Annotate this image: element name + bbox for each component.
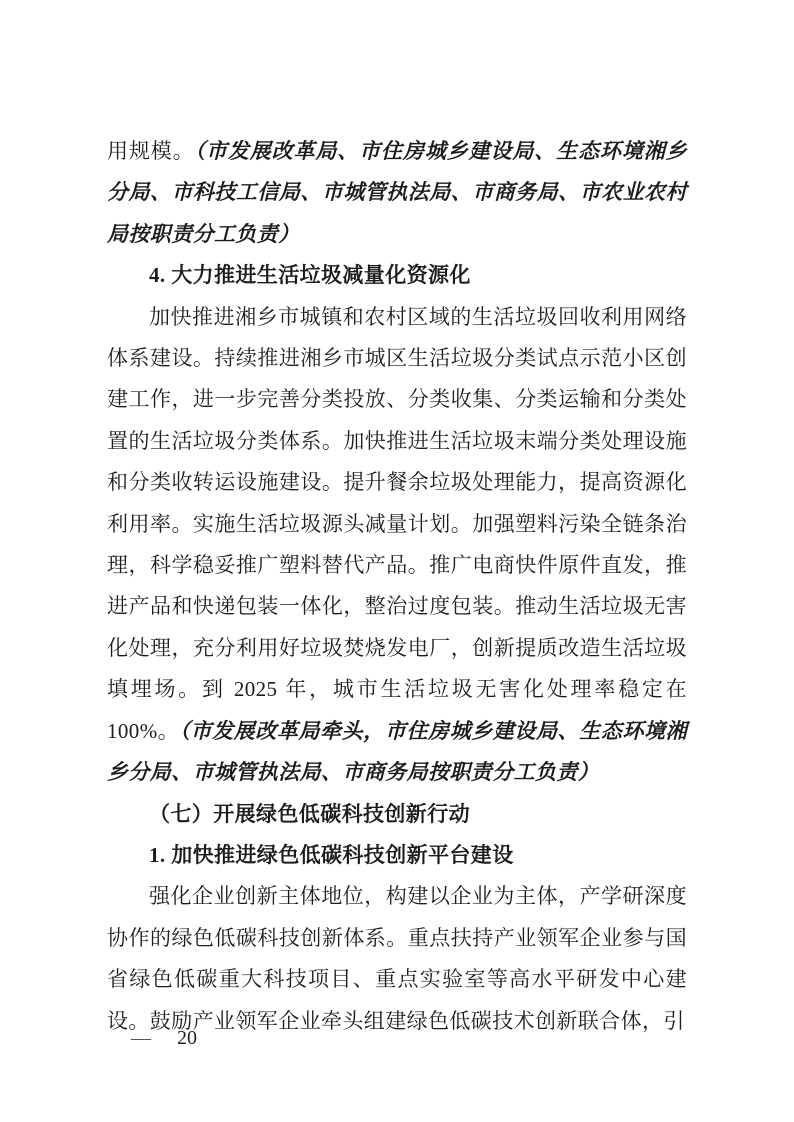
- para-waste-management: [107, 297, 687, 794]
- responsibility-attribution-run: （市发展改革局、市住房城乡建设局、生态环境湘乡分局、市科技工信局、市城管执法局、市商务局、市农业农村局按职责分工负责）: [107, 139, 687, 246]
- heading-section-7-green-tech-innovation: （七）开展绿色低碳科技创新行动: [149, 801, 470, 826]
- body-text-run: 加快推进湘乡市城镇和农村区域的生活垃圾回收利用网络体系建设。持续推进湘乡市城区生活垃圾分类试点示范小区创建工作，进一步完善分类投放、分类收集、分类运输和分类处置的生活垃圾分类体系。加快推进生活垃圾末端分类处理设施和分类收转运设施建设。提升餐余垃圾处理能力，提高资源化利用率。实施生活垃圾源头减量计划。加强塑料污染全链条治理，科学稳妥推广塑料替代产品。推广电商快件原件直发，推进产品和快递包装一体化，整治过度包装。推动生活垃圾无害化处理，充分利用好垃圾焚烧发电厂，创新提质改造生活垃圾填埋场。到 2025 年，城市生活垃圾无害化处理率稳定在 100%。: [107, 304, 687, 743]
- para-continuation-responsibility: [107, 131, 687, 255]
- heading-item-1-innovation-platform: 1. 加快推进绿色低碳科技创新平台建设: [149, 842, 514, 867]
- heading-item-4-waste-reduction: 4. 大力推进生活垃圾减量化资源化: [149, 263, 471, 288]
- responsibility-attribution-run: （市发展改革局牵头，市住房城乡建设局、生态环境湘乡分局、市城管执法局、市商务局按职责分工负责）: [107, 718, 687, 785]
- body-text-run: 强化企业创新主体地位，构建以企业为主体，产学研深度协作的绿色低碳科技创新体系。重点扶持产业领军企业参与国省绿色低碳重大科技项目、重点实验室等高水平研发中心建设。鼓励产业领军企业牵头组建绿色低碳技术创新联合体，引: [107, 884, 687, 1033]
- page-number: 20: [177, 1026, 197, 1049]
- body-text-run: 用规模。: [107, 139, 195, 163]
- para-enterprise-innovation: [107, 876, 687, 1042]
- text-content: [107, 131, 687, 1042]
- footer-dash: —: [131, 1026, 151, 1049]
- page-footer: [131, 1023, 197, 1053]
